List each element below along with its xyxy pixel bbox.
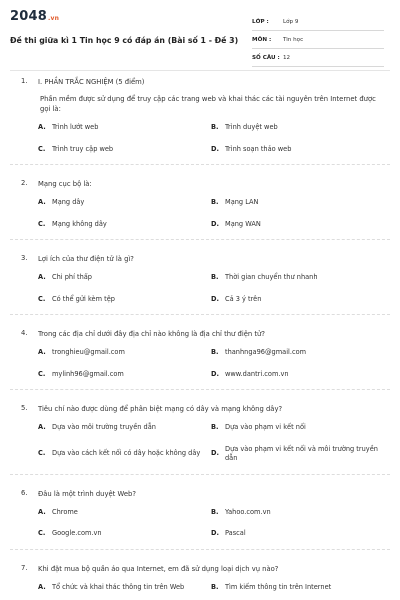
option-text: Mạng LAN	[225, 198, 259, 206]
option-letter: B.	[211, 423, 219, 431]
answer-option[interactable]	[38, 370, 211, 380]
answer-option[interactable]	[211, 445, 386, 464]
option-text: Có thể gửi kèm tệp	[52, 294, 115, 303]
question-number: 6.	[21, 488, 28, 497]
question-number: 2.	[21, 179, 28, 187]
page-header	[0, 0, 400, 62]
answer-options	[38, 123, 400, 154]
answer-option[interactable]	[211, 348, 386, 358]
question-number: 1.	[21, 77, 28, 85]
question-divider	[10, 164, 390, 165]
option-text: Mạng WAN	[225, 219, 261, 228]
option-letter: D.	[211, 294, 219, 303]
question-number: 4.	[21, 329, 28, 337]
question-1	[0, 77, 400, 165]
option-text: Chrome	[52, 507, 78, 516]
question-number: 5.	[21, 404, 28, 412]
answer-option[interactable]	[38, 445, 211, 464]
option-letter: A.	[38, 198, 46, 206]
option-letter: B.	[211, 582, 219, 591]
option-letter: C.	[38, 369, 46, 378]
answer-option[interactable]	[211, 220, 386, 230]
question-stem: Lợi ích của thư điện tử là gì?	[38, 255, 134, 263]
option-text: Trình truy cập web	[52, 144, 114, 153]
option-text: mylinh96@gmail.com	[52, 369, 124, 378]
answer-option[interactable]	[211, 295, 386, 305]
answer-option[interactable]	[211, 583, 386, 593]
option-text: Mạng dây	[52, 198, 85, 206]
site-logo[interactable]	[10, 9, 59, 24]
option-text: Mạng không dây	[52, 219, 107, 228]
option-text: www.dantri.com.vn	[225, 369, 289, 378]
answer-options	[38, 348, 400, 379]
option-letter: B.	[211, 123, 219, 131]
answer-option[interactable]	[38, 145, 211, 155]
question-list	[0, 77, 400, 592]
question-divider	[10, 549, 390, 550]
option-letter: B.	[211, 348, 219, 356]
meta-row-count	[252, 49, 384, 67]
meta-value: 12	[283, 54, 291, 61]
answer-options	[38, 508, 400, 539]
option-text: Tìm kiếm thông tin trên Internet	[225, 582, 332, 591]
answer-option[interactable]	[211, 123, 386, 133]
question-3	[0, 254, 400, 315]
meta-key: SỐ CÂU :	[252, 54, 280, 61]
answer-option[interactable]	[38, 220, 211, 230]
meta-row-class	[252, 13, 384, 31]
option-text: Yahoo.com.vn	[225, 507, 271, 516]
answer-option[interactable]	[211, 145, 386, 155]
answer-option[interactable]	[211, 370, 386, 380]
meta-value: Tin học	[283, 36, 304, 43]
answer-option[interactable]	[38, 123, 211, 133]
answer-option[interactable]	[38, 198, 211, 208]
answer-option[interactable]	[38, 583, 211, 593]
option-letter: C.	[38, 294, 46, 303]
option-text: Dựa vào phạm vi kết nối	[225, 423, 306, 431]
header-divider	[10, 70, 390, 71]
answer-option[interactable]	[38, 348, 211, 358]
answer-options	[38, 198, 400, 229]
logo-main: 2048	[10, 9, 47, 24]
option-text: Tổ chức và khai thác thông tin trên Web	[52, 582, 185, 591]
exam-meta	[252, 13, 384, 67]
answer-option[interactable]	[38, 295, 211, 305]
question-stem: Đâu là một trình duyệt Web?	[38, 489, 136, 498]
option-letter: D.	[211, 144, 219, 153]
question-stem: I. PHẦN TRẮC NGHIỆM (5 điểm)	[38, 78, 145, 86]
answer-option[interactable]	[211, 423, 386, 433]
question-5	[0, 404, 400, 475]
exam-title: Đề thi giữa kì 1 Tin học 9 có đáp án (Bài số 1 - Đề 3)	[10, 36, 239, 45]
question-divider	[10, 314, 390, 315]
option-text: Dựa vào môi trường truyền dẫn	[52, 423, 156, 431]
option-text: Trình duyệt web	[225, 123, 278, 131]
answer-options	[38, 273, 400, 304]
option-letter: A.	[38, 348, 46, 356]
option-text: Pascal	[225, 529, 246, 537]
logo-suffix: .vn	[47, 15, 60, 22]
answer-option[interactable]	[38, 529, 211, 539]
question-7	[0, 564, 400, 593]
answer-options	[38, 583, 400, 593]
option-text: Cả 3 ý trên	[225, 294, 262, 303]
option-letter: B.	[211, 273, 219, 281]
question-divider	[10, 389, 390, 390]
option-text: Dựa vào phạm vi kết nối và môi trường truyền dẫn	[225, 444, 378, 462]
meta-key: LỚP :	[252, 18, 269, 25]
question-number: 7.	[21, 563, 28, 572]
answer-option[interactable]	[38, 273, 211, 283]
option-text: Trình lướt web	[52, 123, 99, 131]
option-text: Chi phí thấp	[52, 273, 92, 281]
option-letter: A.	[38, 507, 46, 516]
meta-row-subject	[252, 31, 384, 49]
option-text: Google.com.vn	[52, 529, 102, 537]
answer-option[interactable]	[211, 529, 386, 539]
answer-option[interactable]	[211, 273, 386, 283]
option-text: Thời gian chuyển thư nhanh	[225, 273, 318, 281]
option-letter: D.	[211, 369, 219, 378]
question-divider	[10, 239, 390, 240]
option-letter: D.	[211, 219, 219, 228]
question-stem: Tiêu chí nào được dùng để phân biệt mạng có dây và mạng không dây?	[38, 405, 283, 413]
option-letter: A.	[38, 273, 46, 281]
meta-key: MÔN :	[252, 36, 272, 43]
meta-value: Lớp 9	[283, 18, 299, 25]
option-letter: C.	[38, 144, 46, 153]
option-text: Trình soạn thảo web	[225, 144, 292, 153]
answer-option[interactable]	[211, 508, 386, 518]
answer-options	[38, 423, 400, 464]
option-text: tronghieu@gmail.com	[52, 348, 125, 356]
question-stem-detail: Phần mềm được sử dụng để truy cập các trang web và khai thác các tài nguyên trên Internet được gọi là:	[40, 95, 376, 113]
option-letter: D.	[211, 529, 219, 537]
option-letter: A.	[38, 423, 46, 431]
option-text: Dựa vào cách kết nối có dây hoặc không dây	[52, 449, 201, 458]
question-number: 3.	[21, 254, 28, 262]
answer-option[interactable]	[211, 198, 386, 208]
answer-option[interactable]	[38, 423, 211, 433]
option-letter: D.	[211, 449, 219, 458]
option-letter: C.	[38, 219, 46, 228]
option-letter: B.	[211, 198, 219, 206]
option-letter: A.	[38, 582, 46, 591]
option-letter: B.	[211, 507, 219, 516]
question-stem: Trong các địa chỉ dưới đây địa chỉ nào không là địa chỉ thư điện tử?	[38, 330, 265, 338]
option-letter: C.	[38, 449, 46, 458]
question-6	[0, 489, 400, 550]
option-letter: C.	[38, 529, 46, 537]
option-text: thanhnga96@gmail.com	[225, 348, 307, 356]
option-letter: A.	[38, 123, 46, 131]
question-stem: Mạng cục bộ là:	[38, 180, 92, 188]
question-stem: Khi đặt mua bộ quần áo qua Internet, em đã sử dụng loại dịch vụ nào?	[38, 564, 279, 573]
question-divider	[10, 474, 390, 475]
question-2	[0, 179, 400, 240]
question-4	[0, 329, 400, 390]
answer-option[interactable]	[38, 508, 211, 518]
